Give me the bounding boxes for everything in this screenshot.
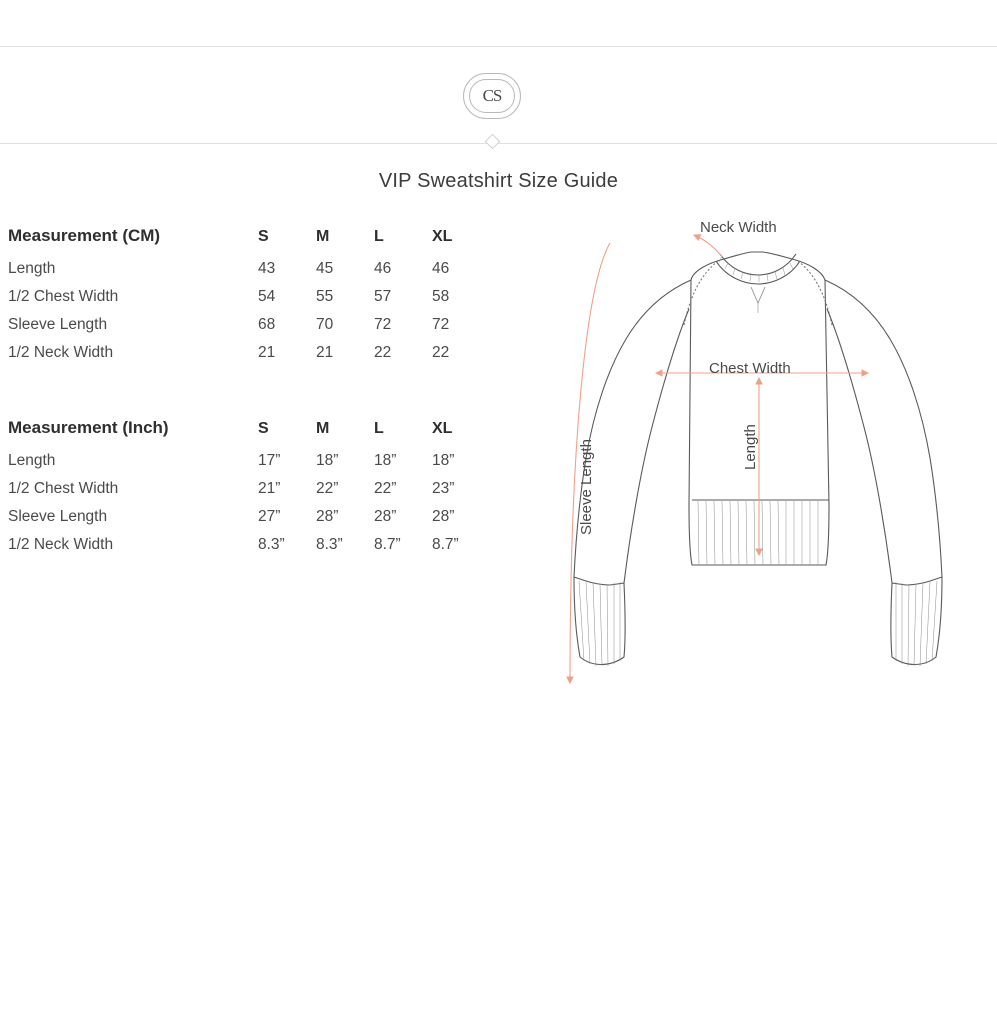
measurements-table-inch	[8, 418, 508, 564]
cell-l: 22	[374, 344, 392, 361]
table-header-row	[8, 418, 508, 452]
column-header-m: M	[316, 420, 330, 437]
cell-xl: 18”	[432, 452, 455, 469]
column-header-l: L	[374, 420, 384, 437]
table-row	[8, 260, 508, 288]
page-title: VIP Sweatshirt Size Guide	[378, 170, 619, 192]
brand-monogram-icon	[463, 73, 521, 119]
cell-xl: 46	[432, 260, 450, 277]
cell-s: 68	[258, 316, 276, 333]
row-label: 1/2 Neck Width	[8, 536, 114, 553]
measurements-table-cm	[8, 226, 508, 372]
garment-diagram	[548, 205, 968, 725]
cell-s: 27”	[258, 508, 281, 525]
cell-xl: 58	[432, 288, 450, 305]
cell-s: 8.3”	[258, 536, 285, 553]
column-header-measurement: Measurement (Inch)	[8, 418, 169, 437]
row-label: Sleeve Length	[8, 316, 108, 333]
cell-xl: 22	[432, 344, 450, 361]
column-header-xl: XL	[432, 228, 453, 245]
row-label: Sleeve Length	[8, 508, 108, 525]
row-label: 1/2 Chest Width	[8, 288, 119, 305]
cell-l: 28”	[374, 508, 397, 525]
table-row	[8, 508, 508, 536]
column-header-l: L	[374, 228, 384, 245]
cell-xl: 23”	[432, 480, 455, 497]
column-header-s: S	[258, 228, 269, 245]
divider-top	[0, 46, 997, 47]
cell-m: 22”	[316, 480, 339, 497]
cell-m: 28”	[316, 508, 339, 525]
row-label: Length	[8, 452, 56, 469]
table-row	[8, 316, 508, 344]
table-row	[8, 288, 508, 316]
cell-xl: 8.7”	[432, 536, 459, 553]
label-neck-width: Neck Width	[700, 219, 777, 236]
cell-xl: 72	[432, 316, 450, 333]
cell-l: 57	[374, 288, 392, 305]
cell-m: 55	[316, 288, 334, 305]
cell-s: 21	[258, 344, 276, 361]
column-header-m: M	[316, 228, 330, 245]
table-row	[8, 452, 508, 480]
label-chest-width: Chest Width	[709, 360, 791, 377]
cell-m: 45	[316, 260, 334, 277]
diamond-ornament-icon	[485, 134, 501, 150]
cell-s: 43	[258, 260, 276, 277]
row-label: 1/2 Chest Width	[8, 480, 119, 497]
cell-s: 21”	[258, 480, 281, 497]
table-header-row	[8, 226, 508, 260]
cell-m: 8.3”	[316, 536, 343, 553]
label-length: Length	[742, 424, 759, 470]
cell-l: 18”	[374, 452, 397, 469]
cell-m: 70	[316, 316, 334, 333]
cell-l: 46	[374, 260, 392, 277]
cell-s: 54	[258, 288, 276, 305]
table-row	[8, 480, 508, 508]
table-row	[8, 536, 508, 564]
label-sleeve-length: Sleeve Length	[578, 439, 595, 535]
cell-m: 18”	[316, 452, 339, 469]
cell-xl: 28”	[432, 508, 455, 525]
row-label: Length	[8, 260, 56, 277]
brand-monogram-text: CS	[469, 79, 515, 113]
cell-l: 22”	[374, 480, 397, 497]
column-header-measurement: Measurement (CM)	[8, 226, 161, 245]
cell-m: 21	[316, 344, 334, 361]
column-header-s: S	[258, 420, 269, 437]
table-row	[8, 344, 508, 372]
column-header-xl: XL	[432, 420, 453, 437]
cell-l: 8.7”	[374, 536, 401, 553]
row-label: 1/2 Neck Width	[8, 344, 114, 361]
cell-l: 72	[374, 316, 392, 333]
cell-s: 17”	[258, 452, 281, 469]
